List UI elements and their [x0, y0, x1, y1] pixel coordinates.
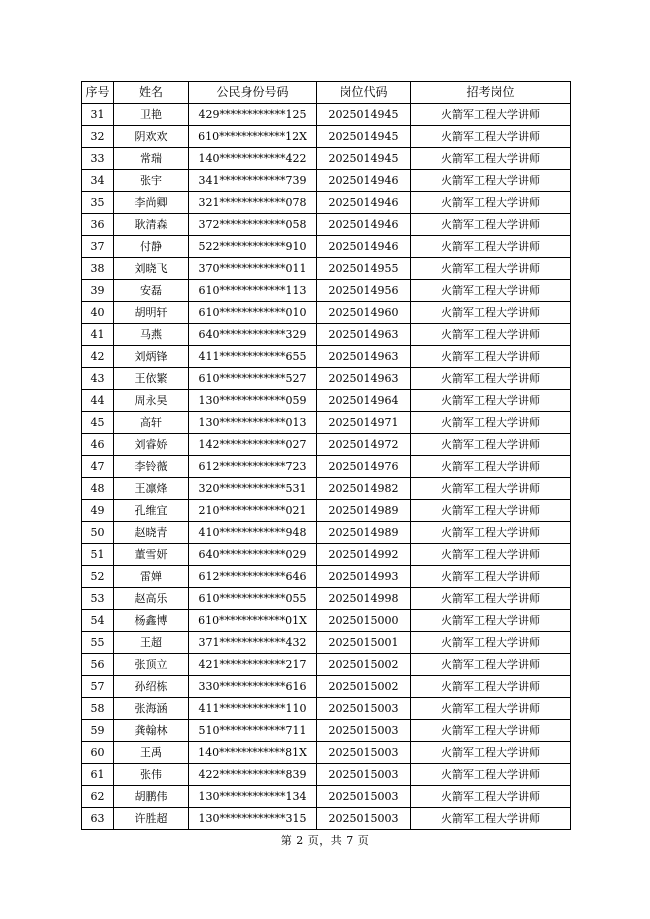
serial-number-cell: 51 [82, 544, 114, 566]
serial-number-cell: 33 [82, 148, 114, 170]
id-number-cell: 210************021 [189, 500, 317, 522]
serial-number-cell: 59 [82, 720, 114, 742]
serial-number-cell: 55 [82, 632, 114, 654]
id-number-cell: 421************217 [189, 654, 317, 676]
serial-number-cell: 46 [82, 434, 114, 456]
id-number-cell: 610************12X [189, 126, 317, 148]
serial-number-cell: 56 [82, 654, 114, 676]
name-cell: 刘晓飞 [114, 258, 189, 280]
table-row [82, 764, 571, 786]
serial-number-cell: 49 [82, 500, 114, 522]
position-title-cell: 火箭军工程大学讲师 [411, 676, 571, 698]
position-title-cell: 火箭军工程大学讲师 [411, 786, 571, 808]
position-title-cell: 火箭军工程大学讲师 [411, 698, 571, 720]
table-row [82, 456, 571, 478]
id-number-cell: 422************839 [189, 764, 317, 786]
serial-number-cell: 31 [82, 104, 114, 126]
position-code-cell: 2025014945 [317, 126, 411, 148]
id-number-cell: 321************078 [189, 192, 317, 214]
table-row [82, 236, 571, 258]
header-row [82, 82, 571, 104]
table-row [82, 434, 571, 456]
roster-table [81, 81, 571, 830]
position-title-cell: 火箭军工程大学讲师 [411, 500, 571, 522]
position-code-cell: 2025014989 [317, 522, 411, 544]
name-cell: 杨鑫博 [114, 610, 189, 632]
table-row [82, 302, 571, 324]
position-code-cell: 2025014993 [317, 566, 411, 588]
id-number-cell: 510************711 [189, 720, 317, 742]
id-number-cell: 140************422 [189, 148, 317, 170]
name-cell: 付静 [114, 236, 189, 258]
table-row [82, 478, 571, 500]
serial-number-cell: 43 [82, 368, 114, 390]
id-number-cell: 610************010 [189, 302, 317, 324]
serial-number-cell: 45 [82, 412, 114, 434]
page-footer: 第 2 页，共 7 页 [280, 834, 370, 847]
table-row [82, 500, 571, 522]
serial-number-cell: 60 [82, 742, 114, 764]
table-row [82, 104, 571, 126]
position-code-cell: 2025014963 [317, 324, 411, 346]
position-code-cell: 2025014964 [317, 390, 411, 412]
position-code-cell: 2025014971 [317, 412, 411, 434]
serial-number-cell: 39 [82, 280, 114, 302]
id-number-cell: 320************531 [189, 478, 317, 500]
position-code-cell: 2025014945 [317, 104, 411, 126]
name-cell: 卫艳 [114, 104, 189, 126]
table-row [82, 346, 571, 368]
position-title-cell: 火箭军工程大学讲师 [411, 104, 571, 126]
header-serial-number: 序号 [82, 82, 114, 104]
id-number-cell: 411************110 [189, 698, 317, 720]
serial-number-cell: 52 [82, 566, 114, 588]
position-code-cell: 2025015003 [317, 786, 411, 808]
id-number-cell: 612************646 [189, 566, 317, 588]
serial-number-cell: 34 [82, 170, 114, 192]
serial-number-cell: 54 [82, 610, 114, 632]
position-title-cell: 火箭军工程大学讲师 [411, 390, 571, 412]
name-cell: 雷婵 [114, 566, 189, 588]
position-code-cell: 2025015003 [317, 720, 411, 742]
position-title-cell: 火箭军工程大学讲师 [411, 764, 571, 786]
position-code-cell: 2025015003 [317, 764, 411, 786]
name-cell: 孔维宜 [114, 500, 189, 522]
position-title-cell: 火箭军工程大学讲师 [411, 588, 571, 610]
name-cell: 王禹 [114, 742, 189, 764]
name-cell: 董雪妍 [114, 544, 189, 566]
name-cell: 张顶立 [114, 654, 189, 676]
table-header [82, 82, 571, 104]
position-code-cell: 2025014976 [317, 456, 411, 478]
position-title-cell: 火箭军工程大学讲师 [411, 324, 571, 346]
table-row [82, 654, 571, 676]
name-cell: 李尚卿 [114, 192, 189, 214]
name-cell: 阴欢欢 [114, 126, 189, 148]
id-number-cell: 130************059 [189, 390, 317, 412]
position-title-cell: 火箭军工程大学讲师 [411, 544, 571, 566]
table-row [82, 214, 571, 236]
name-cell: 赵高乐 [114, 588, 189, 610]
table-row [82, 258, 571, 280]
position-code-cell: 2025015002 [317, 654, 411, 676]
position-code-cell: 2025014963 [317, 346, 411, 368]
name-cell: 李铃薇 [114, 456, 189, 478]
position-code-cell: 2025014998 [317, 588, 411, 610]
id-number-cell: 610************055 [189, 588, 317, 610]
name-cell: 高轩 [114, 412, 189, 434]
position-title-cell: 火箭军工程大学讲师 [411, 148, 571, 170]
serial-number-cell: 38 [82, 258, 114, 280]
header-position-title: 招考岗位 [411, 82, 571, 104]
name-cell: 耿清森 [114, 214, 189, 236]
id-number-cell: 130************013 [189, 412, 317, 434]
serial-number-cell: 36 [82, 214, 114, 236]
table-row [82, 390, 571, 412]
position-code-cell: 2025014989 [317, 500, 411, 522]
name-cell: 刘炳锋 [114, 346, 189, 368]
id-number-cell: 610************01X [189, 610, 317, 632]
serial-number-cell: 57 [82, 676, 114, 698]
position-code-cell: 2025015003 [317, 698, 411, 720]
serial-number-cell: 53 [82, 588, 114, 610]
serial-number-cell: 32 [82, 126, 114, 148]
position-title-cell: 火箭军工程大学讲师 [411, 720, 571, 742]
serial-number-cell: 40 [82, 302, 114, 324]
table-row [82, 170, 571, 192]
table-row [82, 324, 571, 346]
position-title-cell: 火箭军工程大学讲师 [411, 126, 571, 148]
position-title-cell: 火箭军工程大学讲师 [411, 236, 571, 258]
id-number-cell: 410************948 [189, 522, 317, 544]
id-number-cell: 610************527 [189, 368, 317, 390]
id-number-cell: 612************723 [189, 456, 317, 478]
serial-number-cell: 62 [82, 786, 114, 808]
name-cell: 常瑞 [114, 148, 189, 170]
position-title-cell: 火箭军工程大学讲师 [411, 434, 571, 456]
position-code-cell: 2025014992 [317, 544, 411, 566]
name-cell: 王凛烽 [114, 478, 189, 500]
table-row [82, 632, 571, 654]
position-code-cell: 2025014956 [317, 280, 411, 302]
id-number-cell: 371************432 [189, 632, 317, 654]
name-cell: 许胜超 [114, 808, 189, 830]
position-title-cell: 火箭军工程大学讲师 [411, 808, 571, 830]
position-title-cell: 火箭军工程大学讲师 [411, 170, 571, 192]
position-code-cell: 2025014963 [317, 368, 411, 390]
name-cell: 王超 [114, 632, 189, 654]
position-title-cell: 火箭军工程大学讲师 [411, 258, 571, 280]
position-code-cell: 2025014982 [317, 478, 411, 500]
table-row [82, 742, 571, 764]
serial-number-cell: 44 [82, 390, 114, 412]
id-number-cell: 522************910 [189, 236, 317, 258]
position-code-cell: 2025014955 [317, 258, 411, 280]
table-row [82, 544, 571, 566]
position-title-cell: 火箭军工程大学讲师 [411, 632, 571, 654]
position-code-cell: 2025015003 [317, 742, 411, 764]
id-number-cell: 372************058 [189, 214, 317, 236]
position-code-cell: 2025014946 [317, 192, 411, 214]
table-row [82, 808, 571, 830]
position-code-cell: 2025014946 [317, 236, 411, 258]
table-body [82, 104, 571, 830]
position-title-cell: 火箭军工程大学讲师 [411, 412, 571, 434]
position-code-cell: 2025015001 [317, 632, 411, 654]
position-code-cell: 2025015003 [317, 808, 411, 830]
position-title-cell: 火箭军工程大学讲师 [411, 478, 571, 500]
serial-number-cell: 50 [82, 522, 114, 544]
table-row [82, 192, 571, 214]
serial-number-cell: 61 [82, 764, 114, 786]
name-cell: 胡明轩 [114, 302, 189, 324]
serial-number-cell: 63 [82, 808, 114, 830]
table-row [82, 786, 571, 808]
id-number-cell: 140************81X [189, 742, 317, 764]
id-number-cell: 341************739 [189, 170, 317, 192]
table-row [82, 412, 571, 434]
position-title-cell: 火箭军工程大学讲师 [411, 368, 571, 390]
table-row [82, 566, 571, 588]
position-title-cell: 火箭军工程大学讲师 [411, 610, 571, 632]
table-row [82, 368, 571, 390]
position-title-cell: 火箭军工程大学讲师 [411, 654, 571, 676]
table-row [82, 698, 571, 720]
table-row [82, 588, 571, 610]
position-title-cell: 火箭军工程大学讲师 [411, 214, 571, 236]
id-number-cell: 142************027 [189, 434, 317, 456]
position-code-cell: 2025015002 [317, 676, 411, 698]
position-title-cell: 火箭军工程大学讲师 [411, 566, 571, 588]
id-number-cell: 640************029 [189, 544, 317, 566]
serial-number-cell: 58 [82, 698, 114, 720]
header-name: 姓名 [114, 82, 189, 104]
position-title-cell: 火箭军工程大学讲师 [411, 742, 571, 764]
name-cell: 刘睿娇 [114, 434, 189, 456]
table-row [82, 676, 571, 698]
serial-number-cell: 35 [82, 192, 114, 214]
position-code-cell: 2025014960 [317, 302, 411, 324]
name-cell: 张伟 [114, 764, 189, 786]
name-cell: 周永昊 [114, 390, 189, 412]
header-position-code: 岗位代码 [317, 82, 411, 104]
name-cell: 王依繁 [114, 368, 189, 390]
name-cell: 安磊 [114, 280, 189, 302]
position-title-cell: 火箭军工程大学讲师 [411, 280, 571, 302]
position-title-cell: 火箭军工程大学讲师 [411, 456, 571, 478]
serial-number-cell: 42 [82, 346, 114, 368]
name-cell: 赵晓青 [114, 522, 189, 544]
table-row [82, 280, 571, 302]
table-row [82, 148, 571, 170]
name-cell: 龚翰林 [114, 720, 189, 742]
serial-number-cell: 37 [82, 236, 114, 258]
id-number-cell: 411************655 [189, 346, 317, 368]
header-id-number: 公民身份号码 [189, 82, 317, 104]
serial-number-cell: 48 [82, 478, 114, 500]
table-row [82, 610, 571, 632]
name-cell: 马燕 [114, 324, 189, 346]
name-cell: 孙绍栋 [114, 676, 189, 698]
id-number-cell: 640************329 [189, 324, 317, 346]
position-title-cell: 火箭军工程大学讲师 [411, 346, 571, 368]
serial-number-cell: 47 [82, 456, 114, 478]
table-row [82, 126, 571, 148]
id-number-cell: 429************125 [189, 104, 317, 126]
id-number-cell: 610************113 [189, 280, 317, 302]
position-code-cell: 2025014945 [317, 148, 411, 170]
position-code-cell: 2025014946 [317, 214, 411, 236]
name-cell: 张海涵 [114, 698, 189, 720]
position-title-cell: 火箭军工程大学讲师 [411, 192, 571, 214]
position-title-cell: 火箭军工程大学讲师 [411, 302, 571, 324]
id-number-cell: 330************616 [189, 676, 317, 698]
id-number-cell: 130************134 [189, 786, 317, 808]
id-number-cell: 370************011 [189, 258, 317, 280]
serial-number-cell: 41 [82, 324, 114, 346]
position-title-cell: 火箭军工程大学讲师 [411, 522, 571, 544]
position-code-cell: 2025014946 [317, 170, 411, 192]
position-code-cell: 2025015000 [317, 610, 411, 632]
id-number-cell: 130************315 [189, 808, 317, 830]
name-cell: 胡鹏伟 [114, 786, 189, 808]
table-row [82, 720, 571, 742]
name-cell: 张宇 [114, 170, 189, 192]
position-code-cell: 2025014972 [317, 434, 411, 456]
table-row [82, 522, 571, 544]
